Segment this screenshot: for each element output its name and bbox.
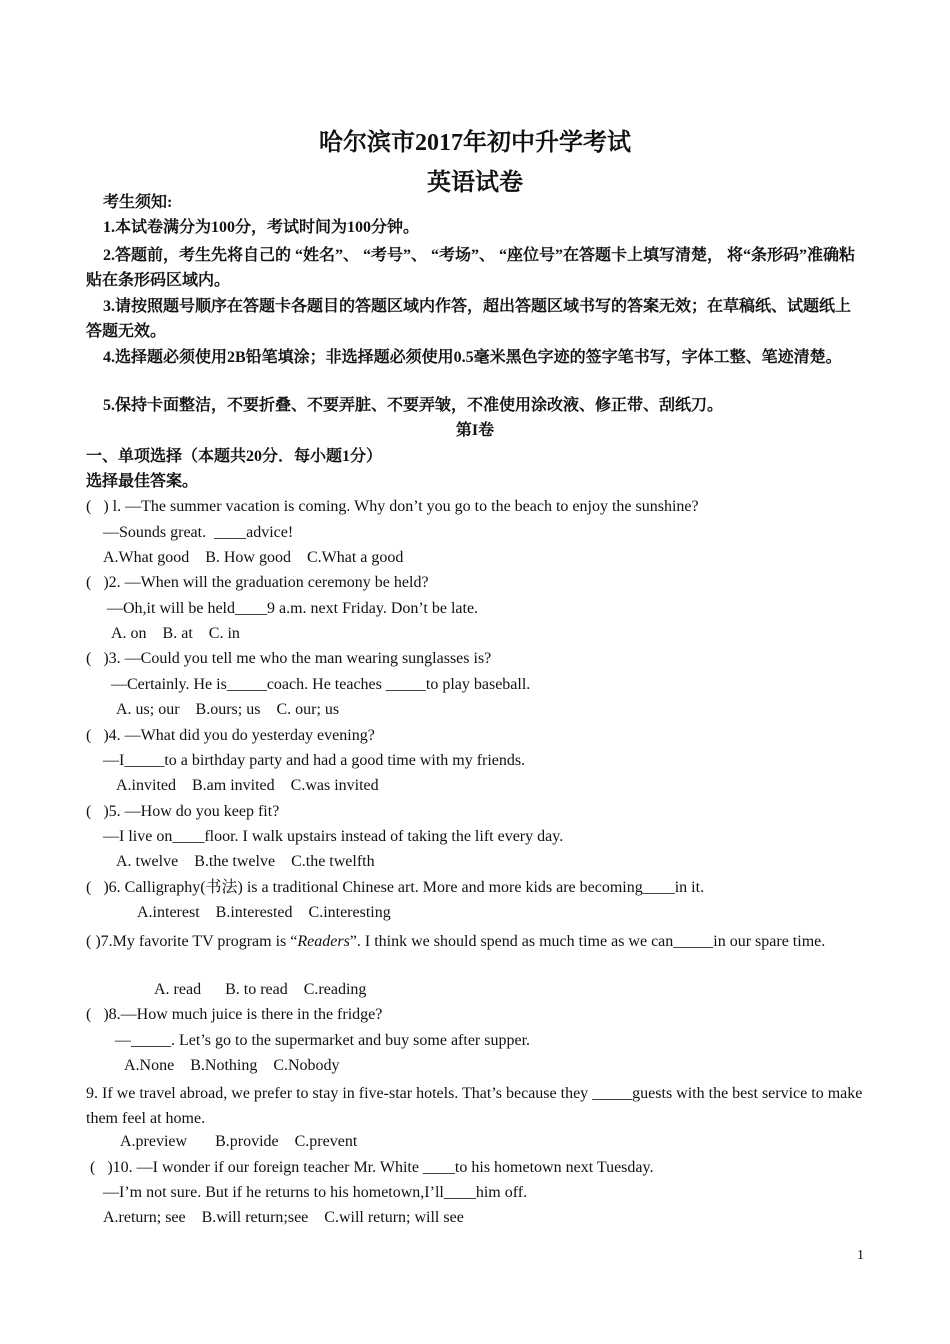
notice-heading: 考生须知: — [103, 194, 173, 211]
question-stem: ( )8.—How much juice is there in the fridge? — [86, 1006, 383, 1023]
question-stem-part: ( )7.My favorite TV program is “ — [86, 933, 298, 950]
notice-item: 5.保持卡面整洁，不要折叠、不要弄脏、不要弄皱，不准使用涂改液、修正带、刮纸刀。 — [103, 397, 724, 414]
question-options: A.What good B. How good C.What a good — [103, 549, 404, 566]
question-options: A. on B. at C. in — [111, 625, 240, 642]
notice-item: 3.请按照题号顺序在答题卡各题目的答题区域内作答，超出答题区域书写的答案无效；在草稿纸、试题纸上答题无效。 — [86, 298, 852, 340]
notice-item: 4.选择题必须使用2B铅笔填涂；非选择题必须使用0.5毫米黑色字迹的签字笔书写，字体工整、笔迹清楚。 — [103, 349, 842, 366]
question-options: A. us; our B.ours; us C. our; us — [116, 701, 340, 718]
question-stem: ( )10. —I wonder if our foreign teacher Mr. White ____to his hometown next Tuesday. — [86, 1159, 654, 1176]
question-line: —I’m not sure. But if he returns to his hometown,I’ll____him off. — [103, 1184, 528, 1201]
question-stem: ( )5. —How do you keep fit? — [86, 803, 280, 820]
question-line: —I live on____floor. I walk upstairs instead of taking the lift every day. — [103, 828, 564, 845]
question-options: A.invited B.am invited C.was invited — [116, 777, 379, 794]
section-heading: 一、单项选择（本题共20分．每小题1分） — [86, 448, 383, 465]
question-options: A. twelve B.the twelve C.the twelfth — [116, 853, 375, 870]
question-stem: 9. If we travel abroad, we prefer to stay in five-star hotels. That’s because they _____guests with the best service to make them feel at home. — [86, 1085, 863, 1127]
question-line: —Oh,it will be held____9 a.m. next Friday. Don’t be late. — [107, 600, 479, 617]
question-options: A.preview B.provide C.prevent — [120, 1133, 358, 1150]
question-stem: ( )2. —When will the graduation ceremony be held? — [86, 574, 429, 591]
question-stem: ( ) l. —The summer vacation is coming. Why don’t you go to the beach to enjoy the sunshine? — [86, 498, 699, 515]
question-line: —I_____to a birthday party and had a good time with my friends. — [103, 752, 526, 769]
question-line: —Certainly. He is_____coach. He teaches _____to play baseball. — [111, 676, 531, 693]
question-stem: ( )6. Calligraphy(书法) is a traditional Chinese art. More and more kids are becoming____in it. — [86, 879, 705, 896]
part-label: 第I卷 — [455, 422, 495, 439]
question-stem: ( )4. —What did you do yesterday evening? — [86, 727, 375, 744]
exam-subtitle: 英语试卷 — [427, 170, 523, 196]
program-title: Readers — [297, 933, 350, 950]
question-stem-part: ”. I think we should spend as much time as we can_____in our spare time. — [349, 933, 826, 950]
question-options: A. read B. to read C.reading — [154, 981, 367, 998]
question-stem — [86, 929, 866, 954]
page-number: 1 — [857, 1248, 864, 1263]
question-options: A.return; see B.will return;see C.will return; will see — [103, 1209, 464, 1226]
exam-title: 哈尔滨市2017年初中升学考试 — [319, 130, 631, 156]
notice-item: 2.答题前，考生先将自己的 “姓名”、 “考号”、 “考场”、 “座位号”在答题卡上填写清楚， 将“条形码”准确粘贴在条形码区域内。 — [86, 247, 856, 289]
section-instruction: 选择最佳答案。 — [86, 473, 199, 490]
question-line: —_____. Let’s go to the supermarket and buy some after supper. — [115, 1032, 531, 1049]
question-options: A.interest B.interested C.interesting — [137, 904, 391, 921]
question-line: —Sounds great. ____advice! — [103, 524, 294, 541]
question-options: A.None B.Nothing C.Nobody — [124, 1057, 340, 1074]
question-stem: ( )3. —Could you tell me who the man wearing sunglasses is? — [86, 650, 492, 667]
notice-item: 1.本试卷满分为100分，考试时间为100分钟。 — [103, 219, 420, 236]
